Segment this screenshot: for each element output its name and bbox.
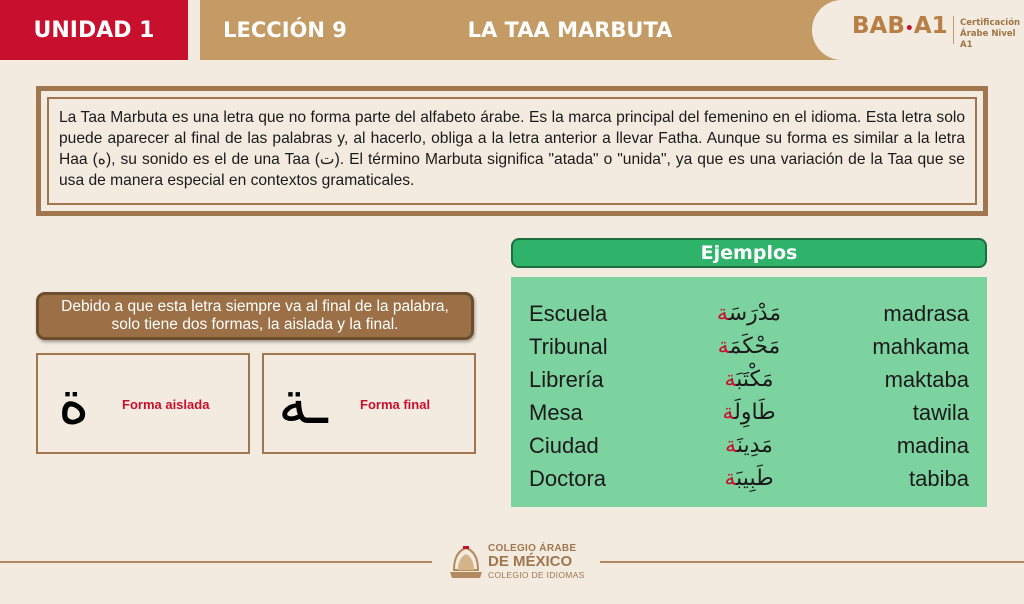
brand-cert-line1: Certificación bbox=[960, 18, 1021, 28]
brand-cert-line2: Árabe Nivel A1 bbox=[960, 29, 1016, 50]
lesson-tab: LECCIÓN 9 bbox=[223, 18, 347, 42]
final-form-label: Forma final bbox=[360, 397, 431, 412]
example-arabic-base: مَدِينَ bbox=[736, 433, 773, 458]
example-translit: maktaba bbox=[884, 367, 969, 392]
final-form-glyph: ـة bbox=[278, 368, 328, 438]
isolated-form-glyph: ة bbox=[58, 368, 90, 438]
example-spanish: Tribunal bbox=[529, 334, 608, 359]
example-arabic-taa: ة bbox=[722, 400, 735, 425]
footer-line2: DE MÉXICO bbox=[488, 553, 573, 570]
footer-line3: COLEGIO DE IDIOMAS bbox=[488, 570, 585, 580]
footer-divider-left bbox=[0, 561, 432, 563]
brand-logo bbox=[852, 13, 948, 39]
example-arabic-base: طَبِيبَ bbox=[736, 466, 774, 491]
description-text: La Taa Marbuta es una letra que no forma parte del alfabeto árabe. Es la marca principal del femenino en el idioma. Esta letra solo puede aparecer al final de las palabras y, al hacerlo, obliga a la letra anterior a llevar Fatha. Aunque su forma es similar a la letra Haa (ه), su sonido es el de una Taa (ت). El término Marbuta significa "atada" o "unida", ya que es una variación de la Taa que se usa de manera especial en contextos gramaticales. bbox=[59, 109, 965, 189]
example-arabic-taa: ة bbox=[724, 367, 737, 392]
footer-divider-right bbox=[600, 561, 1024, 563]
brand-dot-icon: • bbox=[904, 21, 914, 37]
description-inner-frame bbox=[47, 97, 977, 205]
brand-certification bbox=[960, 18, 1024, 51]
example-translit: madrasa bbox=[883, 301, 969, 326]
examples-header bbox=[511, 238, 987, 268]
note-text: Debido a que esta letra siempre va al final de la palabra, solo tiene dos formas, la aislada y la final. bbox=[61, 298, 449, 333]
example-row bbox=[511, 297, 987, 330]
example-translit: tabiba bbox=[909, 466, 969, 491]
example-spanish: Mesa bbox=[529, 400, 583, 425]
example-row bbox=[511, 330, 987, 363]
example-arabic-base: مَدْرَسَ bbox=[728, 301, 782, 326]
footer-line1: COLEGIO ÁRABE bbox=[488, 543, 577, 554]
footer-school-name bbox=[488, 543, 585, 580]
brand-name-part2: A1 bbox=[913, 13, 948, 39]
example-translit: mahkama bbox=[872, 334, 969, 359]
example-spanish: Ciudad bbox=[529, 433, 599, 458]
example-arabic bbox=[679, 363, 819, 396]
example-arabic-taa: ة bbox=[716, 301, 729, 326]
example-spanish: Escuela bbox=[529, 301, 608, 326]
example-arabic bbox=[679, 396, 819, 429]
brand-divider bbox=[953, 16, 954, 44]
example-arabic-base: مَحْكَمَ bbox=[729, 334, 781, 359]
example-arabic bbox=[679, 297, 819, 330]
examples-panel bbox=[511, 277, 987, 507]
example-arabic bbox=[679, 330, 819, 363]
example-row bbox=[511, 429, 987, 462]
example-spanish: Librería bbox=[529, 367, 604, 392]
note-box bbox=[36, 292, 474, 340]
isolated-form-card bbox=[36, 353, 250, 454]
brand-name-part1: BAB bbox=[852, 13, 905, 39]
isolated-form-label: Forma aislada bbox=[122, 397, 210, 412]
unit-tab: UNIDAD 1 bbox=[0, 0, 188, 60]
final-form-card bbox=[262, 353, 476, 454]
example-translit: madina bbox=[896, 433, 969, 458]
example-arabic bbox=[679, 429, 819, 462]
example-arabic-taa: ة bbox=[724, 466, 737, 491]
example-row bbox=[511, 396, 987, 429]
description-box bbox=[36, 86, 988, 216]
examples-title: Ejemplos bbox=[700, 242, 798, 264]
example-arabic bbox=[679, 462, 819, 495]
example-spanish: Doctora bbox=[529, 466, 607, 491]
example-arabic-base: طَاوِلَ bbox=[734, 400, 776, 425]
example-arabic-taa: ة bbox=[725, 433, 737, 458]
example-translit: tawila bbox=[912, 400, 969, 425]
example-row bbox=[511, 462, 987, 495]
example-arabic-taa: ة bbox=[717, 334, 730, 359]
lesson-title: LA TAA MARBUTA bbox=[467, 18, 673, 42]
example-row bbox=[511, 363, 987, 396]
example-arabic-base: مَكْتَبَ bbox=[736, 367, 774, 392]
